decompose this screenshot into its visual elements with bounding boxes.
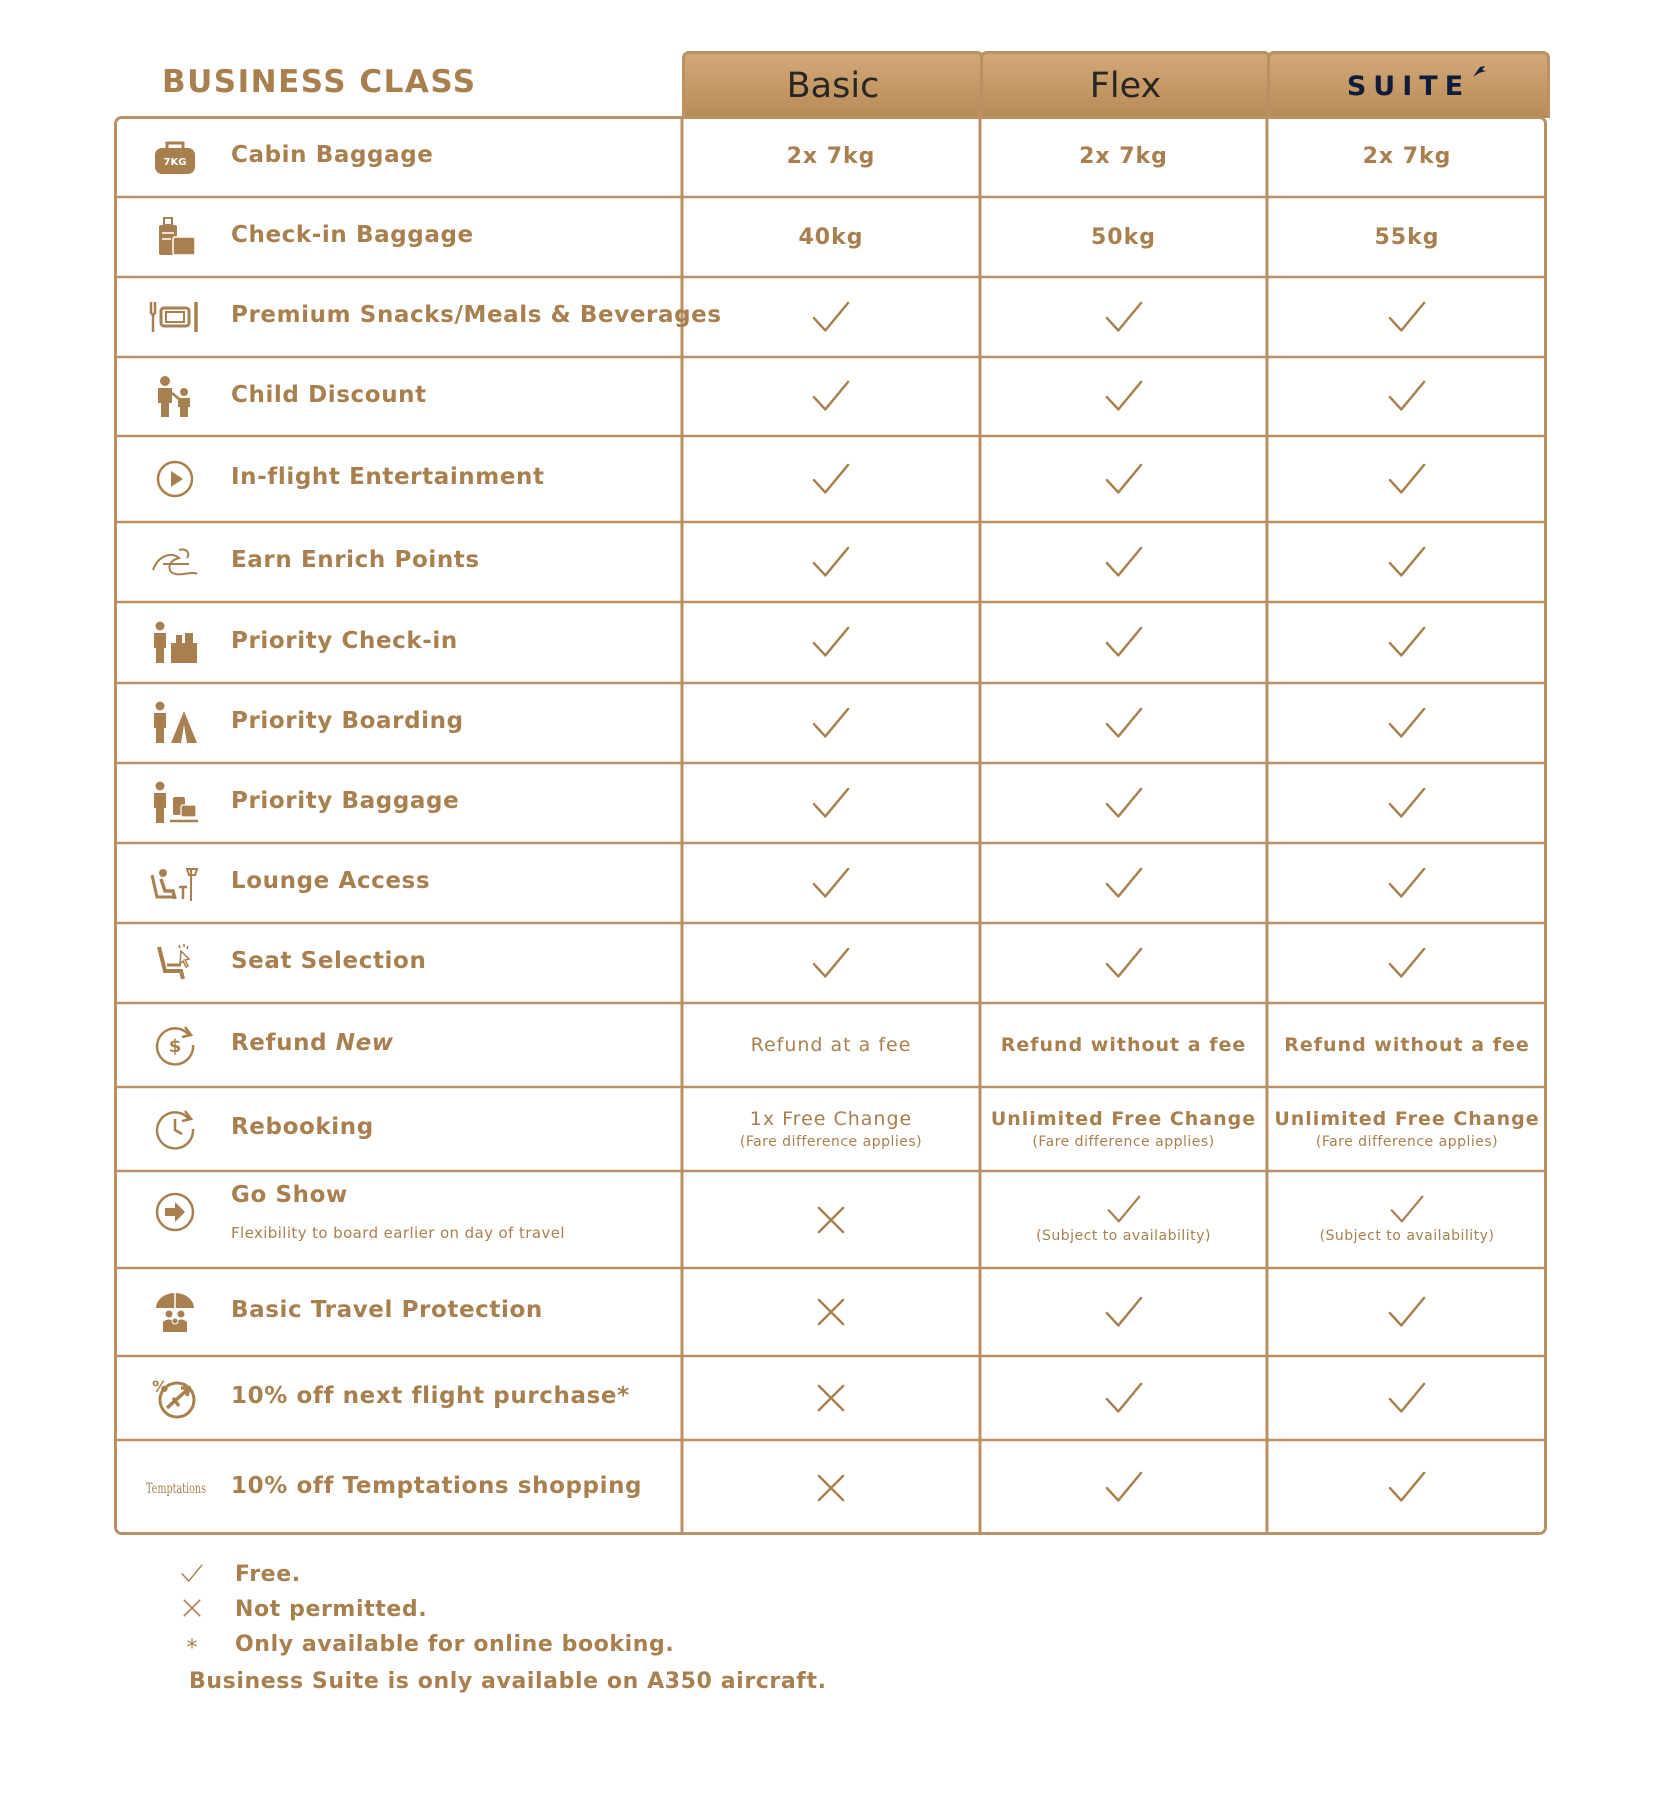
svg-text:$: $ bbox=[168, 1036, 182, 1057]
legend-text: Free. bbox=[235, 1562, 301, 1587]
legend-asterisk: * bbox=[186, 1636, 198, 1661]
check-icon bbox=[812, 301, 850, 333]
cell-flex bbox=[980, 763, 1267, 843]
cabin-bag-icon bbox=[152, 134, 198, 180]
cell-suite bbox=[1267, 197, 1547, 277]
cell-basic bbox=[682, 1171, 980, 1268]
check-icon bbox=[1388, 707, 1426, 739]
feature-cell bbox=[114, 763, 682, 843]
cell-suite bbox=[1267, 763, 1547, 843]
cell-flex bbox=[980, 923, 1267, 1003]
check-icon bbox=[1105, 867, 1143, 899]
table-row bbox=[114, 1356, 1547, 1440]
check-icon bbox=[1388, 787, 1426, 819]
cell-basic bbox=[682, 277, 980, 357]
cell-text: 1x Free Change bbox=[749, 1108, 913, 1130]
table-row bbox=[114, 843, 1547, 923]
legend-cross-icon bbox=[180, 1599, 204, 1621]
luggage-icon bbox=[152, 214, 198, 260]
cell-suite bbox=[1267, 683, 1547, 763]
svg-text:%: % bbox=[151, 1377, 169, 1396]
feature-new-tag: New bbox=[327, 1030, 394, 1056]
cell-subtext: (Subject to availability) bbox=[1036, 1227, 1211, 1244]
check-icon bbox=[812, 947, 850, 979]
legend-check-icon bbox=[180, 1564, 204, 1587]
cell-suite bbox=[1267, 1171, 1547, 1268]
feature-cell bbox=[114, 1356, 682, 1440]
cell-basic bbox=[682, 602, 980, 683]
table-row bbox=[114, 763, 1547, 843]
cell-suite bbox=[1267, 1440, 1547, 1535]
enrich-logo-icon bbox=[152, 539, 198, 585]
feature-cell bbox=[114, 1171, 682, 1268]
cell-suite bbox=[1267, 436, 1547, 522]
svg-text:7KG: 7KG bbox=[163, 156, 187, 168]
feature-label: 10% off Temptations shopping bbox=[231, 1472, 643, 1499]
table-row bbox=[114, 522, 1547, 602]
column-header-suite bbox=[1267, 51, 1550, 118]
feature-cell bbox=[114, 357, 682, 436]
check-icon bbox=[1105, 301, 1143, 333]
cell-flex bbox=[980, 1171, 1267, 1268]
cell-flex bbox=[980, 1087, 1267, 1171]
cell-suite bbox=[1267, 522, 1547, 602]
feature-cell bbox=[114, 923, 682, 1003]
check-icon bbox=[1105, 1382, 1143, 1414]
cell-basic bbox=[682, 436, 980, 522]
feature-sublabel: Flexibility to board earlier on day of travel bbox=[231, 1223, 565, 1242]
check-icon bbox=[812, 463, 850, 495]
cell-flex bbox=[980, 436, 1267, 522]
cell-basic bbox=[682, 1003, 980, 1087]
feature-cell bbox=[114, 436, 682, 522]
cell-subtext: (Fare difference applies) bbox=[1315, 1134, 1499, 1150]
check-icon bbox=[812, 380, 850, 412]
check-icon bbox=[1105, 787, 1143, 819]
cell-value: 2x 7kg bbox=[1362, 144, 1452, 169]
feature-label: 10% off next flight purchase* bbox=[231, 1383, 630, 1409]
table-row bbox=[114, 197, 1547, 277]
lounge-icon bbox=[152, 860, 198, 906]
cell-suite bbox=[1267, 602, 1547, 683]
cross-icon bbox=[817, 1384, 845, 1412]
table-row bbox=[114, 1171, 1547, 1268]
feature-cell bbox=[114, 843, 682, 923]
clock-icon bbox=[152, 1106, 198, 1152]
cell-flex bbox=[980, 522, 1267, 602]
arrow-circle-icon bbox=[152, 1189, 198, 1235]
cell-basic bbox=[682, 1440, 980, 1535]
refund-icon bbox=[152, 1022, 198, 1068]
check-icon bbox=[812, 867, 850, 899]
cell-basic bbox=[682, 843, 980, 923]
cell-text: Refund at a fee bbox=[750, 1034, 912, 1056]
table-row bbox=[114, 683, 1547, 763]
cell-value: 40kg bbox=[798, 224, 864, 250]
cell-flex bbox=[980, 683, 1267, 763]
cell-basic bbox=[682, 197, 980, 277]
check-icon bbox=[1388, 947, 1426, 979]
feature-label: Seat Selection bbox=[231, 948, 427, 974]
cell-flex bbox=[980, 843, 1267, 923]
feature-cell bbox=[114, 1268, 682, 1356]
cell-suite bbox=[1267, 357, 1547, 436]
cell-basic bbox=[682, 522, 980, 602]
column-header-flex-label: Flex bbox=[1089, 66, 1162, 106]
feature-label: Priority Check-in bbox=[231, 627, 458, 654]
cross-icon bbox=[817, 1474, 845, 1502]
seat-icon bbox=[152, 940, 198, 986]
feature-label: Priority Boarding bbox=[231, 708, 464, 734]
cell-text: Refund without a fee bbox=[1000, 1034, 1247, 1056]
table-row bbox=[114, 277, 1547, 357]
table-row bbox=[114, 1087, 1547, 1171]
check-icon bbox=[1388, 1382, 1426, 1414]
feature-cell bbox=[114, 197, 682, 277]
table-row bbox=[114, 116, 1547, 197]
column-header-flex bbox=[980, 51, 1271, 118]
cell-suite bbox=[1267, 923, 1547, 1003]
table-row bbox=[114, 602, 1547, 683]
comparison-table bbox=[114, 116, 1547, 1535]
feature-label: In-flight Entertainment bbox=[231, 464, 545, 490]
cell-value: 50kg bbox=[1091, 224, 1156, 250]
cell-flex bbox=[980, 1003, 1267, 1087]
feature-label: Go Show bbox=[231, 1181, 348, 1208]
table-row bbox=[114, 1440, 1547, 1535]
cell-suite bbox=[1267, 1268, 1547, 1356]
discount-plane-icon bbox=[152, 1375, 198, 1421]
cell-flex bbox=[980, 116, 1267, 197]
check-icon bbox=[1388, 1296, 1426, 1328]
meal-icon bbox=[152, 294, 198, 340]
feature-cell bbox=[114, 602, 682, 683]
feature-label: Refund New bbox=[231, 1030, 394, 1056]
feature-label: Priority Baggage bbox=[231, 788, 460, 814]
cell-basic bbox=[682, 1087, 980, 1171]
feature-label: Lounge Access bbox=[231, 868, 431, 894]
cell-subtext: (Subject to availability) bbox=[1319, 1227, 1495, 1244]
check-icon bbox=[1105, 1296, 1143, 1328]
check-icon bbox=[1105, 707, 1143, 739]
check-icon bbox=[1105, 1471, 1143, 1503]
check-icon bbox=[1105, 546, 1143, 578]
feature-cell bbox=[114, 1087, 682, 1171]
column-header-suite-label: SUITE bbox=[1346, 70, 1471, 102]
cell-suite bbox=[1267, 1087, 1547, 1171]
check-icon bbox=[1105, 463, 1143, 495]
column-header-basic-label: Basic bbox=[786, 66, 880, 106]
check-icon bbox=[1388, 463, 1426, 495]
cell-value: 55kg bbox=[1374, 224, 1440, 250]
check-icon bbox=[812, 626, 850, 658]
check-icon bbox=[1105, 947, 1143, 979]
cell-text: Refund without a fee bbox=[1284, 1034, 1530, 1056]
check-icon bbox=[1105, 380, 1143, 412]
check-icon bbox=[1388, 546, 1426, 578]
cell-suite bbox=[1267, 277, 1547, 357]
priority-checkin-icon bbox=[152, 620, 198, 666]
legend-text: Only available for online booking. bbox=[235, 1632, 675, 1657]
feature-cell bbox=[114, 683, 682, 763]
check-icon bbox=[1388, 626, 1426, 658]
suite-bird-icon bbox=[1471, 65, 1487, 83]
check-icon bbox=[1105, 626, 1143, 658]
feature-cell bbox=[114, 116, 682, 197]
check-icon bbox=[1390, 1195, 1424, 1224]
play-icon bbox=[152, 456, 198, 502]
feature-label: Earn Enrich Points bbox=[231, 547, 480, 573]
feature-cell bbox=[114, 522, 682, 602]
cell-text: Unlimited Free Change bbox=[1274, 1108, 1540, 1130]
aircraft-note: Business Suite is only available on A350 aircraft. bbox=[189, 1669, 827, 1694]
feature-label: Premium Snacks/Meals & Beverages bbox=[231, 302, 722, 328]
cell-subtext: (Fare difference applies) bbox=[739, 1134, 923, 1150]
legend-text: Not permitted. bbox=[235, 1597, 428, 1622]
cell-suite bbox=[1267, 1003, 1547, 1087]
cell-basic bbox=[682, 1268, 980, 1356]
table-row bbox=[114, 1268, 1547, 1356]
feature-label: Rebooking bbox=[231, 1114, 374, 1140]
cell-basic bbox=[682, 683, 980, 763]
temptations-logo-icon bbox=[144, 1465, 208, 1511]
feature-label: Basic Travel Protection bbox=[231, 1297, 543, 1323]
table-row bbox=[114, 436, 1547, 522]
column-header-basic bbox=[682, 51, 984, 118]
check-icon bbox=[812, 546, 850, 578]
cell-basic bbox=[682, 1356, 980, 1440]
cross-icon bbox=[817, 1206, 845, 1234]
check-icon bbox=[1107, 1195, 1141, 1224]
cell-suite bbox=[1267, 1356, 1547, 1440]
cell-basic bbox=[682, 357, 980, 436]
check-icon bbox=[1388, 1471, 1426, 1503]
umbrella-icon bbox=[152, 1289, 198, 1335]
cell-flex bbox=[980, 1268, 1267, 1356]
cell-value: 2x 7kg bbox=[786, 144, 876, 169]
check-icon bbox=[1388, 380, 1426, 412]
feature-label: Check-in Baggage bbox=[231, 222, 474, 248]
check-icon bbox=[1388, 301, 1426, 333]
feature-cell bbox=[114, 1440, 682, 1535]
cell-value: 2x 7kg bbox=[1079, 144, 1168, 169]
table-row bbox=[114, 923, 1547, 1003]
check-icon bbox=[812, 787, 850, 819]
cell-flex bbox=[980, 277, 1267, 357]
cross-icon bbox=[817, 1298, 845, 1326]
section-title: BUSINESS CLASS bbox=[162, 64, 477, 100]
cell-flex bbox=[980, 1356, 1267, 1440]
cell-text: Unlimited Free Change bbox=[990, 1108, 1257, 1130]
priority-baggage-icon bbox=[152, 780, 198, 826]
feature-label: Cabin Baggage bbox=[231, 141, 434, 168]
cell-subtext: (Fare difference applies) bbox=[1032, 1134, 1215, 1150]
cell-flex bbox=[980, 1440, 1267, 1535]
cell-flex bbox=[980, 197, 1267, 277]
svg-text:Temptations: Temptations bbox=[146, 1480, 206, 1497]
cell-suite bbox=[1267, 843, 1547, 923]
cell-flex bbox=[980, 357, 1267, 436]
table-row bbox=[114, 1003, 1547, 1087]
priority-boarding-icon bbox=[152, 700, 198, 746]
cell-basic bbox=[682, 116, 980, 197]
feature-cell bbox=[114, 1003, 682, 1087]
child-icon bbox=[152, 374, 198, 420]
check-icon bbox=[812, 707, 850, 739]
check-icon bbox=[1388, 867, 1426, 899]
cell-suite bbox=[1267, 116, 1547, 197]
feature-label: Child Discount bbox=[231, 381, 427, 408]
cell-flex bbox=[980, 602, 1267, 683]
cell-basic bbox=[682, 923, 980, 1003]
feature-cell bbox=[114, 277, 722, 357]
table-row bbox=[114, 357, 1547, 436]
cell-basic bbox=[682, 763, 980, 843]
